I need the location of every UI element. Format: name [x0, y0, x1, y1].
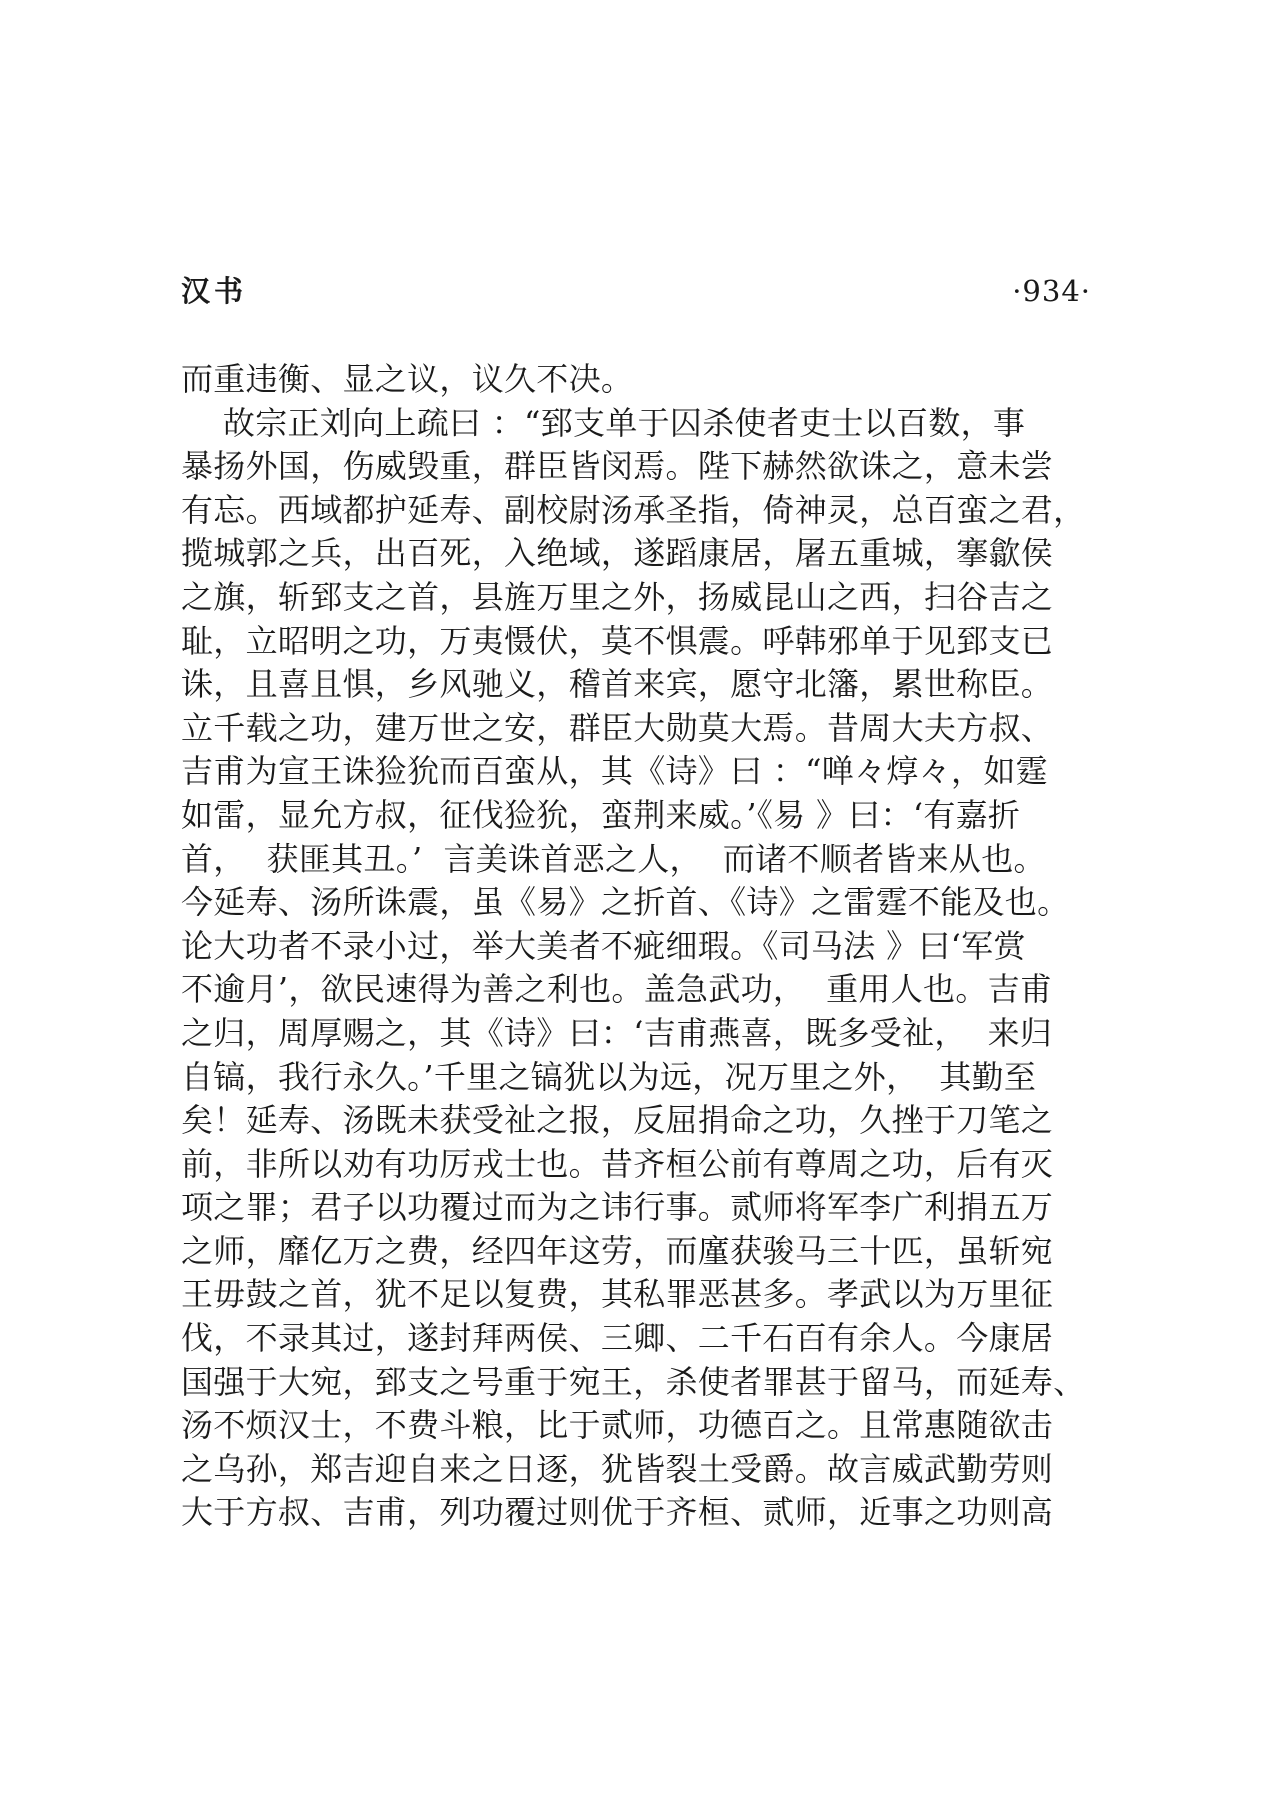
- text-line: 之旗，斩郅支之首，县旌万里之外，扬威昆山之西，扫谷吉之: [181, 577, 1054, 616]
- text-line: 项之罪；君子以功覆过而为之讳行事。贰师将军李广利捐五万: [181, 1188, 1054, 1227]
- text-line: 故宗正刘向上疏曰 ：“郅支单于囚杀使者吏士以百数，事: [181, 403, 1026, 442]
- text-line: 如雷，显允方叔，征伐猃狁，蛮荆来威。’《易 》曰：‘有嘉折: [181, 795, 1021, 834]
- text-line: 之归，周厚赐之，其《诗》曰：‘吉甫燕喜，既多受祉， 来归: [181, 1013, 1053, 1052]
- text-line: 矣！延寿、汤既未获受祉之报，反屈捐命之功，久挫于刀笔之: [181, 1101, 1054, 1140]
- text-line: 自镐，我行永久。’千里之镐犹以为远，况万里之外， 其勤至: [181, 1057, 1037, 1096]
- text-line: 不逾月’，欲民速得为善之利也。盖急武功， 重用人也。吉甫: [181, 970, 1053, 1009]
- text-line: 立千载之功，建万世之安，群臣大勋莫大焉。昔周大夫方叔、: [181, 708, 1054, 747]
- text-line: 汤不烦汉士，不费斗粮，比于贰师，功德百之。且常惠随欲击: [181, 1406, 1054, 1445]
- text-line: 大于方叔、吉甫，列功覆过则优于齐桓、贰师，近事之功则高: [181, 1493, 1054, 1532]
- page-number: ·934·: [1012, 274, 1091, 308]
- text-line: 论大功者不录小过，举大美者不疵细瑕。《司马法 》曰‘军赏: [181, 926, 1026, 965]
- book-title: 汉书: [181, 274, 248, 308]
- text-line: 有忘。西域都护延寿、副校尉汤承圣指，倚神灵，总百蛮之君，: [181, 490, 1086, 529]
- text-line: 首， 获匪其丑。’ 言美诛首恶之人， 而诸不顺者皆来从也。: [181, 839, 1046, 878]
- text-line: 王毋鼓之首，犹不足以复费，其私罪恶甚多。孝武以为万里征: [181, 1275, 1054, 1314]
- body-text: [181, 358, 1086, 1535]
- text-line: 伐，不录其过，遂封拜两侯、三卿、二千石百有余人。今康居: [181, 1319, 1054, 1358]
- text-line: 前，非所以劝有功厉戎士也。昔齐桓公前有尊周之功，后有灭: [181, 1144, 1054, 1183]
- text-line: 而重违衡、显之议，议久不决。: [181, 360, 634, 398]
- text-line: 吉甫为宣王诛猃狁而百蛮从，其《诗》曰 ：“啴々焞々，如霆: [181, 752, 1048, 791]
- text-line: 国强于大宛，郅支之号重于宛王，杀使者罪甚于留马，而延寿、: [181, 1362, 1086, 1401]
- text-line: 耻，立昭明之功，万夷慑伏，莫不惧震。呼韩邪单于见郅支已: [181, 621, 1054, 660]
- text-line: 之乌孙，郑吉迎自来之日逐，犹皆裂土受爵。故言威武勤劳则: [181, 1449, 1054, 1488]
- running-head: [181, 268, 1091, 314]
- text-line: 诛，且喜且惧，乡风驰义，稽首来宾，愿守北籓，累世称臣。: [181, 665, 1054, 704]
- text-line: 之师，靡亿万之费，经四年这劳，而廑获骏马三十匹，虽斩宛: [181, 1231, 1054, 1270]
- text-line: 暴扬外国，伤威毁重，群臣皆闵焉。陛下赫然欲诛之，意未尝: [181, 447, 1054, 486]
- text-line: 今延寿、汤所诛震，虽《易》之折首、《诗》之雷霆不能及也。: [181, 883, 1070, 922]
- text-line: 揽城郭之兵，出百死，入绝域，遂蹈康居，屠五重城，搴歙侯: [181, 534, 1054, 573]
